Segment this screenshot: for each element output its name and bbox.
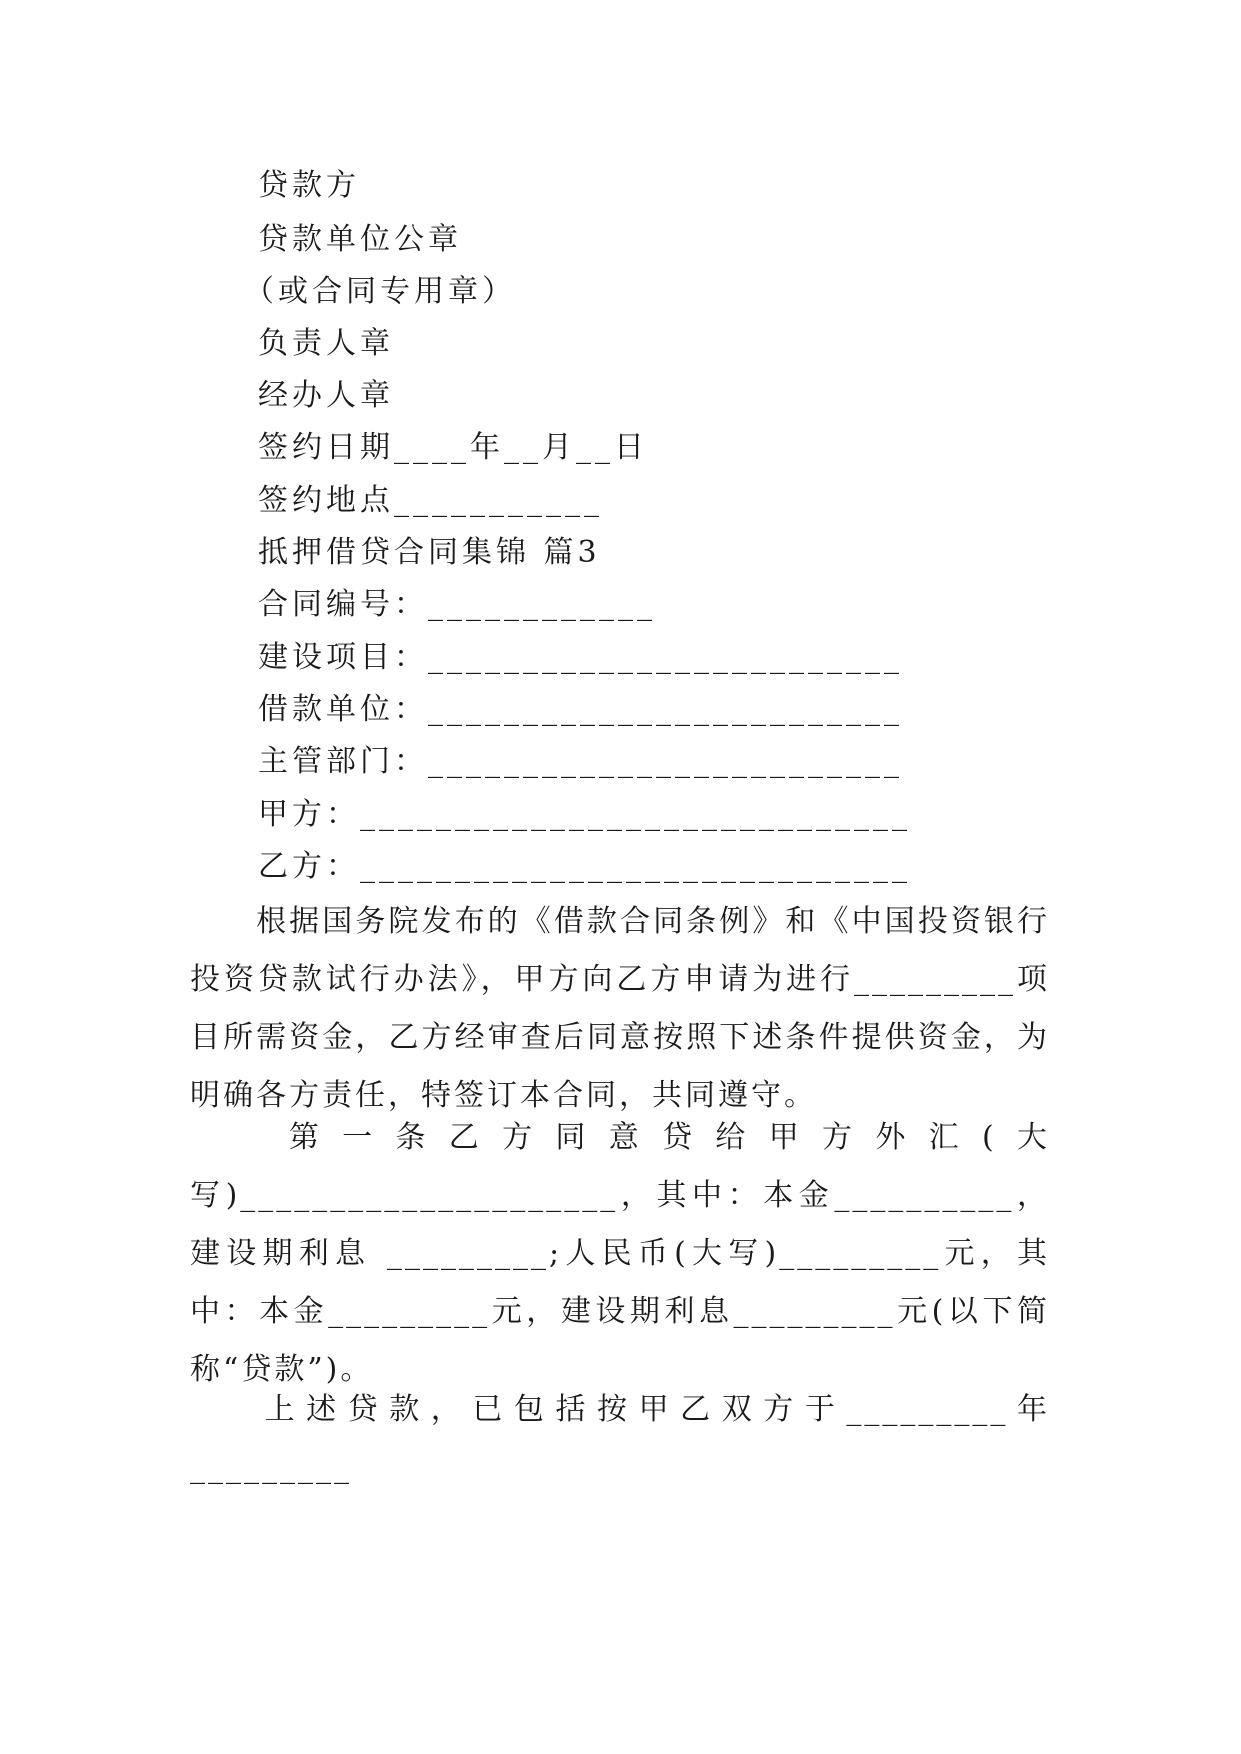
department-field: 主管部门：_________________________: [258, 744, 903, 779]
lender-seal-label: 贷款单位公章: [258, 222, 462, 257]
party-a-field: 甲方：_____________________________: [258, 797, 911, 832]
party-b-field: 乙方：_____________________________: [258, 849, 911, 884]
article-one-paragraph: [190, 1109, 1050, 1399]
preamble-paragraph: [190, 893, 1050, 1125]
responsible-person-seal: 负责人章: [258, 326, 394, 361]
section-title: 抵押借贷合同集锦 篇3: [258, 535, 601, 570]
project-field: 建设项目：_________________________: [258, 640, 903, 675]
handler-seal: 经办人章: [258, 378, 394, 413]
lender-label: 贷款方: [258, 168, 360, 203]
preamble-text: 根据国务院发布的《借款合同条例》和《中国投资银行投资贷款试行办法》，甲方向乙方申请为进行_________项目所需资金，乙方经审查后同意按照下述条件提供资金，为明确各方责任，特签订本合同，共同遵守。: [190, 904, 1050, 1113]
signing-place: 签约地点___________: [258, 483, 603, 518]
article-one-text: 第一条乙方同意贷给甲方外汇(大写)_____________________，其中：本金__________，建设期利息 _________;人民币(大写)_________元，其中：本金_________元，建设期利息_________元(以下简称“贷款”)。: [190, 1120, 1050, 1387]
loan-note-paragraph: [190, 1381, 1050, 1497]
signing-date: 签约日期____年__月__日: [258, 430, 648, 465]
contract-seal-note: （或合同专用章）: [244, 274, 516, 309]
contract-number-field: 合同编号：____________: [258, 587, 656, 622]
loan-note-text: 上述贷款，已包括按甲乙双方于_________年_________: [190, 1392, 1050, 1485]
borrower-field: 借款单位：_________________________: [258, 692, 903, 727]
